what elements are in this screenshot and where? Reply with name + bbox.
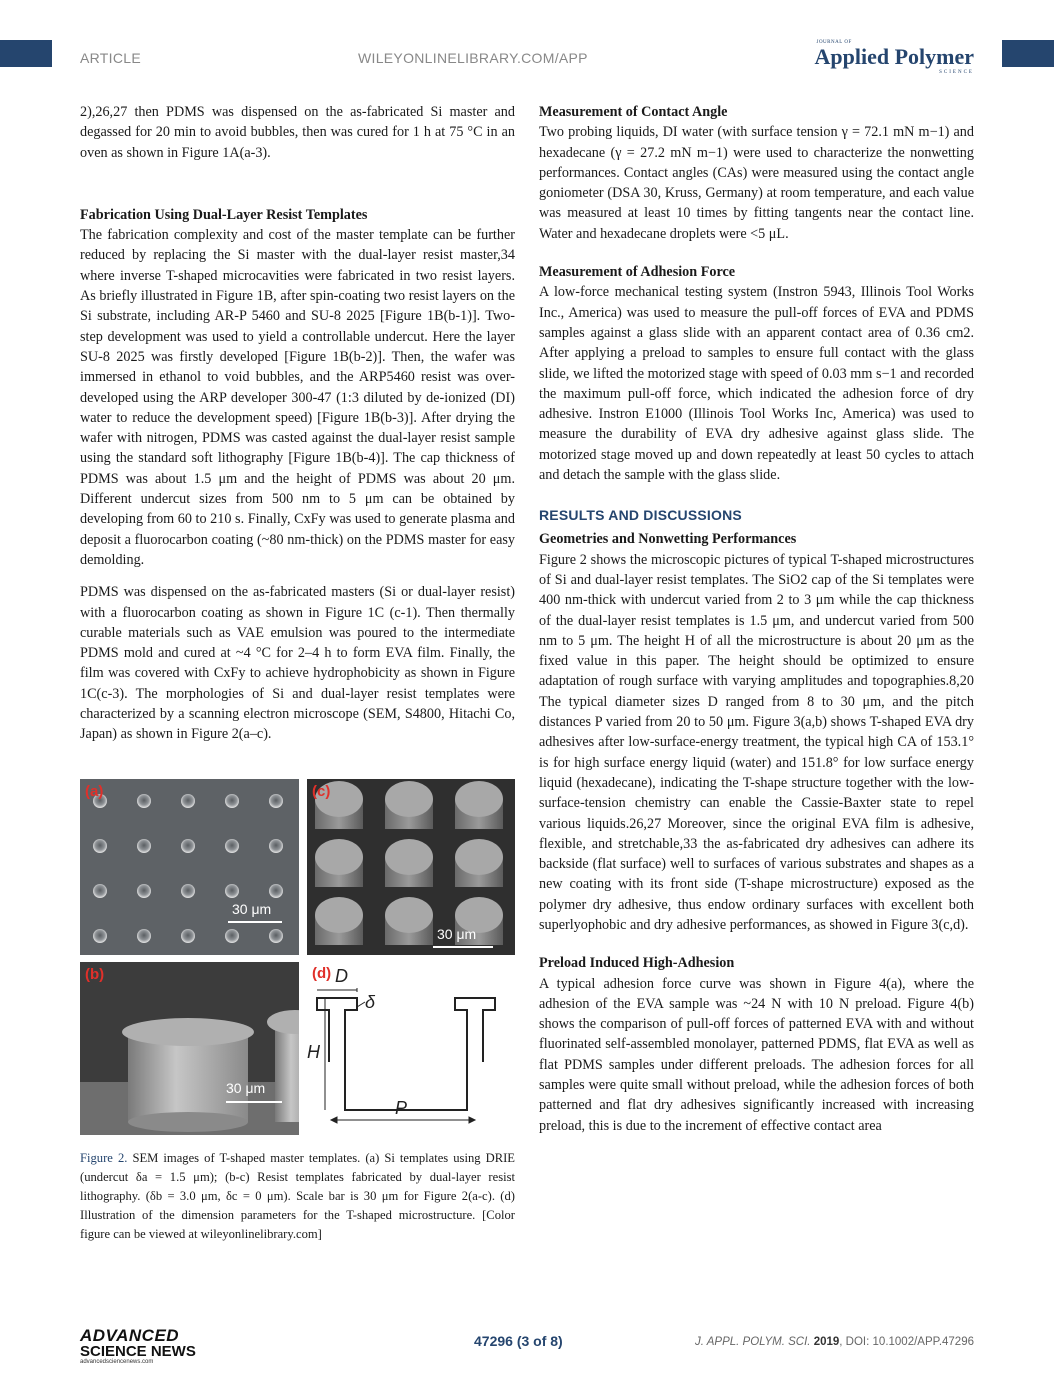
heading-contact-angle: Measurement of Contact Angle xyxy=(539,104,728,120)
journal-logo xyxy=(814,40,975,75)
journal-logo-title: Applied Polymer xyxy=(814,44,974,69)
citation-journal: J. APPL. POLYM. SCI. xyxy=(695,1336,811,1348)
figure-2-caption xyxy=(80,1149,515,1244)
figure-2-caption-label: Figure 2. xyxy=(80,1150,128,1165)
page-number: 47296 (3 of 8) xyxy=(474,1333,563,1349)
paragraph-preload: A typical adhesion force curve was shown in Figure 4(a), where the adhesion of the EVA sample was ~24 N with 10 N preload. Figure 4(b) shows the comparison of pull-off forces of patterned EVA with and without fluorinated self-assembled monolayer, patterned PDMS, flat EVA as well as flat PDMS samples under different preloads. The adhesion forces for all samples were quite small without preload, while the adhesion forces of both patterned and flat dry adhesives significantly increased with increasing preload, this is due to the increment of effective contact area xyxy=(539,975,974,1134)
figure-2 xyxy=(80,779,515,1135)
section-heading-results: RESULTS AND DISCUSSIONS xyxy=(539,507,742,524)
panel-a-scale-bar xyxy=(228,921,282,923)
panel-d-dim-P: P xyxy=(395,1097,408,1118)
heading-preload: Preload Induced High-Adhesion xyxy=(539,955,735,972)
left-column xyxy=(80,102,515,1244)
right-column xyxy=(539,102,974,1136)
panel-d-label: (d) xyxy=(312,964,332,982)
panel-a-label: (a) xyxy=(85,782,104,800)
paragraph-adhesion-force: A low-force mechanical testing system (Instron 5943, Illinois Tool Works Inc., America) was used to measure the pull-off forces of EVA and PDMS samples against a glass slide with an apparent contact area of 0.36 cm2. After applying a preload to samples to ensure full contact with the glass slide, we lifted the motorized stage with speed of 0.03 mm s−1 and recorded the maximum pull-off force, which indicated the adhesion force of dry adhesive. Instron E1000 (Illinois Tool Works Inc, America) was used to measure the durability of EVA dry adhesive against glass slide. The motorized stage moved up and down repeatedly at least 50 cycles to attach and detach the sample with the glass slide. xyxy=(539,284,974,484)
paragraph-contact-angle: Two probing liquids, DI water (with surface tension γ = 72.1 mN m−1) and hexadecane (γ = 27.2 mN m−1) were used to characterize the nonwetting performances. Contact angles (CAs) were measured using the contact angle goniometer (DSA 30, Kruss, Germany) at room temperature, and each value was measured at least 10 times by fitting tangents near the contact line. Water and hexadecane droplets were <5 μL. xyxy=(539,124,974,242)
paragraph-intro: 2),26,27 then PDMS was dispensed on the as-fabricated Si master and degassed for 20 min to avoid bubbles, then was cured for 1 h at 75 °C in an oven as shown in Figure 1A(a-3). xyxy=(80,104,515,161)
header-section-label: ARTICLE xyxy=(80,50,141,66)
paragraph-dual-layer: The fabrication complexity and cost of the master template can be further reduced by replacing the Si master with the dual-layer resist master,34 where inverse T-shaped microcavities were fabricated in two resist layers. As briefly illustrated in Figure 1B, after spin-coating two resist layers on the Si substrate, including AR-P 5460 and SU-8 2025 [Figure 1B(b-1)]. Two-step development was used to yield a controllable undercut. Here the layer SU-8 2025 was firstly developed [Figure 1B(b-2)]. Then, the wafer was immersed in ethanol to void bubbles, and the ARP5460 resist was over-developed using the ARP developer 300-47 (1:3 diluted by de-ionized (DI) water to reduce the development speed) [Figure 1B(b-3)]. After drying the wafer with nitrogen, PDMS was casted against the dual-layer resist sample using the standard soft lithography [Figure 1B(b-4)]. The cap thickness of PDMS was about 1.5 μm and the height of PDMS was about 20 μm. Different undercut sizes from 500 nm to 5 μm can be obtained by developing from 60 to 210 s. Finally, CxFy was used to generate plasma and deposit a fluorocarbon coating (~80 nm-thick) on the PDMS master for easy demolding. xyxy=(80,227,515,568)
heading-geometries: Geometries and Nonwetting Performances xyxy=(539,531,797,548)
panel-d-dim-H: H xyxy=(307,1041,320,1062)
panel-d-t-shape-outline xyxy=(307,962,515,1135)
panel-d-dim-D: D xyxy=(335,965,348,986)
panel-a-sem-image xyxy=(80,779,299,955)
heading-dual-layer: Fabrication Using Dual-Layer Resist Templates xyxy=(80,206,368,223)
panel-d-diagram xyxy=(307,962,515,1135)
panel-b-sem-image xyxy=(80,962,299,1135)
panel-c-label: (c) xyxy=(312,782,331,800)
panel-c-scale-bar xyxy=(433,946,493,948)
panel-c-pillars xyxy=(307,779,515,955)
panel-b-scale-bar xyxy=(226,1101,282,1103)
header-corner-bar-left xyxy=(0,40,52,67)
citation xyxy=(695,1336,974,1348)
heading-adhesion-force: Measurement of Adhesion Force xyxy=(539,264,736,281)
panel-b-scale-label: 30 μm xyxy=(226,1079,266,1096)
subsection-preload xyxy=(539,953,974,1136)
panel-c-scale-label: 30 μm xyxy=(437,925,477,942)
subsection-adhesion-force xyxy=(539,262,974,485)
publisher-logo-line2: SCIENCE NEWS xyxy=(80,1343,196,1360)
panel-a-dot-array xyxy=(80,779,299,955)
panel-a-scale-label: 30 μm xyxy=(232,900,272,917)
journal-logo-science: SCIENCE xyxy=(939,70,974,75)
subsection-dual-layer xyxy=(80,205,515,570)
header-corner-bar-right xyxy=(1002,40,1054,67)
panel-c-sem-image xyxy=(307,779,515,955)
paragraph-geometries: Figure 2 shows the microscopic pictures of typical T-shaped microstructures of Si and dual-layer resist templates. The SiO2 cap of the Si templates were 400 nm-thick with undercut varied from 2 to 3 μm while the cap thickness of the dual-layer resist templates is 1.5 μm, and undercut varied from 500 nm to 5 μm. The height H of all the microstructure is about 20 μm as the fixed value in this paper. The height should be optimized to ensure adaptation of rough surface with varying amplitudes and topographies.8,20 The typical diameter sizes D ranged from 8 to 30 μm, and the pitch distances P varied from 20 to 50 μm. Figure 3(a,b) shows T-shaped EVA dry adhesives after low-surface-energy treatment, the typical high CA of 153.1° is for high surface energy liquid (water) and 151.8° for low surface energy liquid (hexadecane), indicating the T-shape structure together with the low-surface-tension chemistry can enable the Cassie-Baxter state to repel various liquids.26,27 Moreover, since the original EVA film is adhesive, flexible, and stretchable,33 the as-fabricated dry adhesives can adhere its backside (flat surface) well to surfaces of various substrates and shapes as a new coating with its front side (T-shape microstructure) exposed as the polymer dry adhesive, thus endow ordinary surfaces with excellent both superlyophobic and dry adhesive performances, as showed in Figure 3(c,d). xyxy=(539,551,974,933)
publisher-logo-url: advancedsciencenews.com xyxy=(80,1359,154,1365)
panel-b-pillar xyxy=(80,962,299,1135)
citation-doi: , DOI: 10.1002/APP.47296 xyxy=(839,1336,974,1348)
journal-logo-small: JOURNAL OF xyxy=(816,40,852,45)
publisher-logo xyxy=(80,1328,196,1365)
publisher-logo-line1: ADVANCED xyxy=(80,1326,180,1345)
paragraph-pdms: PDMS was dispensed on the as-fabricated masters (Si or dual-layer resist) with a fluorocarbon coating as shown in Figure 1C (c-1). Then thermally curable materials such as VAE emulsion was poured to the intermediate PDMS mold and cured at ~4 °C for 2–4 h to form EVA film. Finally, the film was covered with CxFy to achieve hydrophobicity as shown in Figure 1C(c-3). The morphologies of Si and dual-layer resist templates were characterized by a scanning electron microscope (SEM, S4800, Hitachi Co, Japan) as shown in Figure 2(a–c). xyxy=(80,584,515,743)
panel-b-label: (b) xyxy=(85,965,105,983)
header-site-link[interactable]: WILEYONLINELIBRARY.COM/APP xyxy=(358,50,588,66)
figure-2-caption-text: SEM images of T-shaped master templates. (a) Si templates using DRIE (undercut δa = 1.5 μm); (b-c) Resist templates fabricated by dual-layer resist lithography. (δb = 3.0 μm, δc = 0 μm). Scale bar is 30 μm for Figure 2(a-c). (d) Illustration of the dimension parameters for the T-shaped microstructure. [Color figure can be viewed at wileyonlinelibrary.com] xyxy=(80,1150,515,1241)
citation-year: 2019 xyxy=(813,1336,840,1348)
panel-d-dim-delta: δ xyxy=(365,991,376,1012)
